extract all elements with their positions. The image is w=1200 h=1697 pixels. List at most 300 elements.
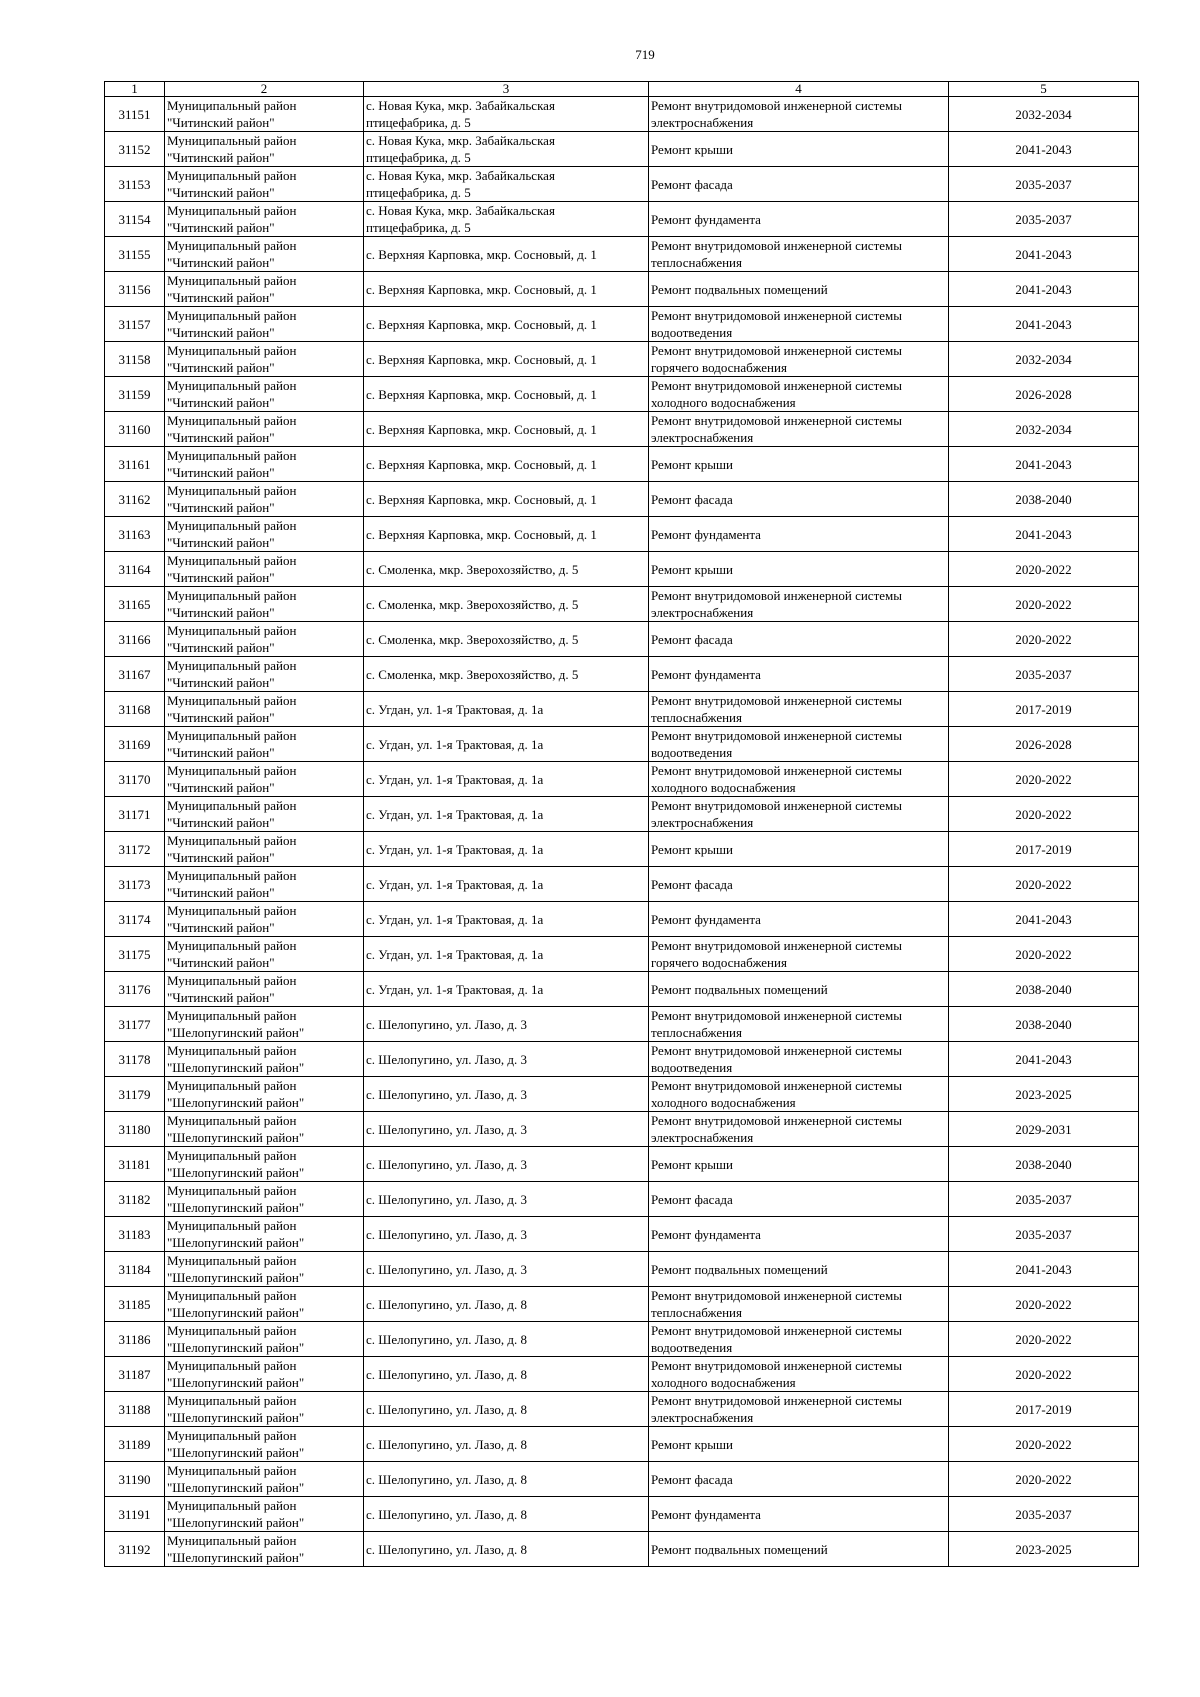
work-type-cell-line: Ремонт фундамента — [651, 1226, 761, 1242]
address-cell-line: с. Шелопугино, ул. Лазо, д. 3 — [366, 1051, 528, 1067]
work-type-cell-line: теплоснабжения — [651, 255, 742, 270]
work-type-cell-line: электроснабжения — [651, 815, 754, 830]
work-type-cell — [649, 237, 949, 272]
work-type-cell — [649, 727, 949, 762]
address-cell — [364, 307, 649, 342]
district-cell — [165, 1462, 364, 1497]
work-type-cell — [649, 1392, 949, 1427]
district-cell-line: Муниципальный район — [167, 378, 297, 393]
row-number-cell: 31191 — [105, 1497, 165, 1532]
row-number-cell: 31152 — [105, 132, 165, 167]
district-cell-line: "Шелопугинский район" — [167, 1095, 305, 1110]
work-type-cell — [649, 587, 949, 622]
work-type-cell-line: Ремонт внутридомовой инженерной системы — [651, 378, 902, 393]
district-cell-line: Муниципальный район — [167, 763, 297, 778]
row-number-cell: 31186 — [105, 1322, 165, 1357]
address-cell — [364, 447, 649, 482]
row-number-cell: 31187 — [105, 1357, 165, 1392]
address-cell — [364, 832, 649, 867]
address-cell-line: с. Шелопугино, ул. Лазо, д. 8 — [366, 1401, 528, 1417]
district-cell-line: Муниципальный район — [167, 938, 297, 953]
work-type-cell-line: Ремонт крыши — [651, 561, 733, 577]
period-cell: 2020-2022 — [949, 867, 1139, 902]
column-header: 5 — [949, 82, 1139, 97]
work-type-cell — [649, 412, 949, 447]
row-number-cell: 31156 — [105, 272, 165, 307]
period-cell: 2041-2043 — [949, 1252, 1139, 1287]
address-cell-line: с. Шелопугино, ул. Лазо, д. 8 — [366, 1366, 528, 1382]
district-cell-line: Муниципальный район — [167, 273, 297, 288]
period-cell: 2017-2019 — [949, 1392, 1139, 1427]
address-cell-line: с. Шелопугино, ул. Лазо, д. 3 — [366, 1016, 528, 1032]
district-cell — [165, 867, 364, 902]
work-type-cell-line: холодного водоснабжения — [651, 1375, 796, 1390]
work-type-cell — [649, 1462, 949, 1497]
district-cell-line: "Читинский район" — [167, 150, 275, 165]
work-type-cell-line: Ремонт крыши — [651, 1436, 733, 1452]
row-number-cell: 31164 — [105, 552, 165, 587]
district-cell-line: "Читинский район" — [167, 255, 275, 270]
table-row — [105, 1077, 1139, 1112]
work-type-cell-line: холодного водоснабжения — [651, 395, 796, 410]
address-cell-line: с. Угдан, ул. 1-я Трактовая, д. 1а — [366, 876, 544, 892]
work-type-cell — [649, 167, 949, 202]
address-cell-line: птицефабрика, д. 5 — [366, 115, 471, 130]
district-cell-line: Муниципальный район — [167, 1218, 297, 1233]
table-row — [105, 692, 1139, 727]
address-cell-line: с. Шелопугино, ул. Лазо, д. 8 — [366, 1436, 528, 1452]
district-cell-line: Муниципальный район — [167, 833, 297, 848]
district-cell-line: "Читинский район" — [167, 955, 275, 970]
address-cell — [364, 727, 649, 762]
district-cell-line: "Читинский район" — [167, 815, 275, 830]
work-type-cell — [649, 937, 949, 972]
address-cell-line: с. Смоленка, мкр. Зверохозяйство, д. 5 — [366, 631, 579, 647]
district-cell-line: Муниципальный район — [167, 588, 297, 603]
row-number-cell: 31183 — [105, 1217, 165, 1252]
row-number-cell: 31158 — [105, 342, 165, 377]
address-cell — [364, 1007, 649, 1042]
row-number-cell: 31169 — [105, 727, 165, 762]
district-cell — [165, 272, 364, 307]
period-cell: 2017-2019 — [949, 692, 1139, 727]
row-number-cell: 31151 — [105, 97, 165, 132]
repair-schedule-table — [104, 81, 1139, 1567]
address-cell-line: с. Угдан, ул. 1-я Трактовая, д. 1а — [366, 946, 544, 962]
address-cell — [364, 342, 649, 377]
work-type-cell — [649, 902, 949, 937]
address-cell — [364, 1427, 649, 1462]
work-type-cell-line: Ремонт внутридомовой инженерной системы — [651, 98, 902, 113]
table-row — [105, 97, 1139, 132]
address-cell-line: птицефабрика, д. 5 — [366, 150, 471, 165]
district-cell-line: Муниципальный район — [167, 518, 297, 533]
district-cell-line: Муниципальный район — [167, 1288, 297, 1303]
address-cell-line: с. Угдан, ул. 1-я Трактовая, д. 1а — [366, 981, 544, 997]
row-number-cell: 31185 — [105, 1287, 165, 1322]
district-cell-line: "Шелопугинский район" — [167, 1200, 305, 1215]
table-row — [105, 237, 1139, 272]
district-cell-line: Муниципальный район — [167, 1008, 297, 1023]
district-cell-line: "Читинский район" — [167, 290, 275, 305]
row-number-cell: 31177 — [105, 1007, 165, 1042]
work-type-cell-line: Ремонт внутридомовой инженерной системы — [651, 798, 902, 813]
address-cell-line: с. Шелопугино, ул. Лазо, д. 8 — [366, 1506, 528, 1522]
work-type-cell-line: водоотведения — [651, 325, 733, 340]
address-cell-line: птицефабрика, д. 5 — [366, 220, 471, 235]
work-type-cell-line: Ремонт внутридомовой инженерной системы — [651, 413, 902, 428]
address-cell-line: с. Верхняя Карповка, мкр. Сосновый, д. 1 — [366, 526, 597, 542]
table-row — [105, 307, 1139, 342]
work-type-cell — [649, 1077, 949, 1112]
work-type-cell — [649, 1287, 949, 1322]
address-cell — [364, 1392, 649, 1427]
address-cell-line: с. Шелопугино, ул. Лазо, д. 3 — [366, 1156, 528, 1172]
district-cell-line: "Читинский район" — [167, 570, 275, 585]
district-cell — [165, 797, 364, 832]
district-cell-line: Муниципальный район — [167, 1323, 297, 1338]
address-cell — [364, 797, 649, 832]
work-type-cell-line: Ремонт крыши — [651, 456, 733, 472]
work-type-cell — [649, 1007, 949, 1042]
table-row — [105, 272, 1139, 307]
district-cell-line: "Читинский район" — [167, 430, 275, 445]
work-type-cell-line: Ремонт внутридомовой инженерной системы — [651, 1113, 902, 1128]
row-number-cell: 31171 — [105, 797, 165, 832]
table-row — [105, 972, 1139, 1007]
table-row — [105, 587, 1139, 622]
district-cell-line: Муниципальный район — [167, 553, 297, 568]
district-cell-line: Муниципальный район — [167, 448, 297, 463]
row-number-cell: 31157 — [105, 307, 165, 342]
work-type-cell — [649, 342, 949, 377]
table-row — [105, 1287, 1139, 1322]
period-cell: 2035-2037 — [949, 657, 1139, 692]
district-cell — [165, 1532, 364, 1567]
address-cell — [364, 692, 649, 727]
work-type-cell — [649, 1532, 949, 1567]
table-row — [105, 1147, 1139, 1182]
district-cell-line: "Шелопугинский район" — [167, 1235, 305, 1250]
work-type-cell — [649, 97, 949, 132]
district-cell — [165, 1042, 364, 1077]
district-cell-line: Муниципальный район — [167, 868, 297, 883]
work-type-cell — [649, 797, 949, 832]
district-cell — [165, 1007, 364, 1042]
work-type-cell — [649, 972, 949, 1007]
district-cell — [165, 1322, 364, 1357]
work-type-cell-line: теплоснабжения — [651, 710, 742, 725]
table-row — [105, 1007, 1139, 1042]
work-type-cell-line: Ремонт подвальных помещений — [651, 1261, 828, 1277]
address-cell — [364, 412, 649, 447]
address-cell-line: с. Верхняя Карповка, мкр. Сосновый, д. 1 — [366, 281, 597, 297]
row-number-cell: 31180 — [105, 1112, 165, 1147]
address-cell-line: с. Шелопугино, ул. Лазо, д. 3 — [366, 1226, 528, 1242]
table-row — [105, 1042, 1139, 1077]
period-cell: 2041-2043 — [949, 517, 1139, 552]
district-cell-line: "Шелопугинский район" — [167, 1165, 305, 1180]
table-row — [105, 1497, 1139, 1532]
period-cell: 2026-2028 — [949, 377, 1139, 412]
district-cell-line: Муниципальный район — [167, 1428, 297, 1443]
period-cell: 2020-2022 — [949, 1287, 1139, 1322]
district-cell-line: Муниципальный район — [167, 203, 297, 218]
table-row — [105, 202, 1139, 237]
table-row — [105, 1322, 1139, 1357]
period-cell: 2023-2025 — [949, 1077, 1139, 1112]
work-type-cell-line: Ремонт внутридомовой инженерной системы — [651, 1288, 902, 1303]
work-type-cell-line: Ремонт фасада — [651, 1471, 733, 1487]
row-number-cell: 31154 — [105, 202, 165, 237]
work-type-cell-line: Ремонт фундамента — [651, 911, 761, 927]
work-type-cell — [649, 1042, 949, 1077]
table-row — [105, 762, 1139, 797]
address-cell-line: с. Угдан, ул. 1-я Трактовая, д. 1а — [366, 911, 544, 927]
period-cell: 2035-2037 — [949, 1217, 1139, 1252]
work-type-cell — [649, 762, 949, 797]
table-row — [105, 1112, 1139, 1147]
district-cell-line: Муниципальный район — [167, 413, 297, 428]
work-type-cell-line: электроснабжения — [651, 1130, 754, 1145]
address-cell-line: с. Новая Кука, мкр. Забайкальская — [366, 133, 555, 148]
work-type-cell — [649, 867, 949, 902]
address-cell-line: с. Угдан, ул. 1-я Трактовая, д. 1а — [366, 736, 544, 752]
district-cell — [165, 937, 364, 972]
address-cell — [364, 377, 649, 412]
row-number-cell: 31178 — [105, 1042, 165, 1077]
district-cell — [165, 482, 364, 517]
district-cell — [165, 447, 364, 482]
district-cell — [165, 657, 364, 692]
row-number-cell: 31175 — [105, 937, 165, 972]
work-type-cell-line: Ремонт фасада — [651, 176, 733, 192]
address-cell — [364, 132, 649, 167]
work-type-cell — [649, 307, 949, 342]
page-number: 719 — [635, 47, 655, 62]
period-cell: 2038-2040 — [949, 1147, 1139, 1182]
district-cell-line: "Читинский район" — [167, 360, 275, 375]
row-number-cell: 31162 — [105, 482, 165, 517]
address-cell — [364, 587, 649, 622]
work-type-cell-line: Ремонт фасада — [651, 491, 733, 507]
row-number-cell: 31163 — [105, 517, 165, 552]
district-cell — [165, 412, 364, 447]
address-cell-line: с. Верхняя Карповка, мкр. Сосновый, д. 1 — [366, 351, 597, 367]
district-cell-line: "Шелопугинский район" — [167, 1445, 305, 1460]
period-cell: 2020-2022 — [949, 1322, 1139, 1357]
work-type-cell-line: Ремонт внутридомовой инженерной системы — [651, 1393, 902, 1408]
district-cell-line: "Читинский район" — [167, 640, 275, 655]
address-cell — [364, 657, 649, 692]
district-cell — [165, 307, 364, 342]
address-cell-line: с. Угдан, ул. 1-я Трактовая, д. 1а — [366, 771, 544, 787]
work-type-cell-line: Ремонт фундамента — [651, 1506, 761, 1522]
work-type-cell-line: Ремонт внутридомовой инженерной системы — [651, 1008, 902, 1023]
work-type-cell — [649, 1217, 949, 1252]
work-type-cell-line: Ремонт фундамента — [651, 666, 761, 682]
district-cell — [165, 552, 364, 587]
address-cell — [364, 97, 649, 132]
row-number-cell: 31174 — [105, 902, 165, 937]
table-row — [105, 377, 1139, 412]
row-number-cell: 31167 — [105, 657, 165, 692]
district-cell — [165, 342, 364, 377]
work-type-cell-line: Ремонт внутридомовой инженерной системы — [651, 693, 902, 708]
address-cell — [364, 937, 649, 972]
work-type-cell-line: Ремонт внутридомовой инженерной системы — [651, 238, 902, 253]
work-type-cell — [649, 1322, 949, 1357]
work-type-cell — [649, 1182, 949, 1217]
period-cell: 2041-2043 — [949, 1042, 1139, 1077]
district-cell-line: "Шелопугинский район" — [167, 1270, 305, 1285]
district-cell-line: Муниципальный район — [167, 1533, 297, 1548]
district-cell — [165, 902, 364, 937]
table-row — [105, 902, 1139, 937]
table-row — [105, 517, 1139, 552]
address-cell — [364, 1357, 649, 1392]
column-header: 2 — [165, 82, 364, 97]
district-cell — [165, 692, 364, 727]
district-cell — [165, 517, 364, 552]
work-type-cell-line: электроснабжения — [651, 1410, 754, 1425]
table-row — [105, 1182, 1139, 1217]
address-cell-line: с. Шелопугино, ул. Лазо, д. 8 — [366, 1296, 528, 1312]
period-cell: 2035-2037 — [949, 202, 1139, 237]
work-type-cell — [649, 1497, 949, 1532]
district-cell-line: Муниципальный район — [167, 238, 297, 253]
district-cell — [165, 1287, 364, 1322]
work-type-cell-line: водоотведения — [651, 1340, 733, 1355]
work-type-cell-line: теплоснабжения — [651, 1025, 742, 1040]
work-type-cell-line: холодного водоснабжения — [651, 1095, 796, 1110]
district-cell-line: "Читинский район" — [167, 710, 275, 725]
work-type-cell-line: Ремонт внутридомовой инженерной системы — [651, 1078, 902, 1093]
address-cell — [364, 762, 649, 797]
period-cell: 2032-2034 — [949, 412, 1139, 447]
address-cell — [364, 1462, 649, 1497]
district-cell — [165, 972, 364, 1007]
period-cell: 2020-2022 — [949, 622, 1139, 657]
address-cell-line: с. Угдан, ул. 1-я Трактовая, д. 1а — [366, 841, 544, 857]
district-cell-line: Муниципальный район — [167, 798, 297, 813]
district-cell-line: "Читинский район" — [167, 850, 275, 865]
address-cell-line: с. Верхняя Карповка, мкр. Сосновый, д. 1 — [366, 386, 597, 402]
table-row — [105, 797, 1139, 832]
address-cell-line: с. Новая Кука, мкр. Забайкальская — [366, 98, 555, 113]
district-cell-line: "Шелопугинский район" — [167, 1130, 305, 1145]
work-type-cell — [649, 482, 949, 517]
work-type-cell-line: электроснабжения — [651, 430, 754, 445]
address-cell-line: с. Верхняя Карповка, мкр. Сосновый, д. 1 — [366, 421, 597, 437]
period-cell: 2032-2034 — [949, 97, 1139, 132]
district-cell-line: Муниципальный район — [167, 1183, 297, 1198]
address-cell — [364, 1112, 649, 1147]
work-type-cell-line: Ремонт фасада — [651, 631, 733, 647]
row-number-cell: 31159 — [105, 377, 165, 412]
row-number-cell: 31182 — [105, 1182, 165, 1217]
table-row — [105, 482, 1139, 517]
work-type-cell — [649, 832, 949, 867]
work-type-cell — [649, 132, 949, 167]
table-row — [105, 1357, 1139, 1392]
district-cell — [165, 1497, 364, 1532]
district-cell — [165, 167, 364, 202]
row-number-cell: 31176 — [105, 972, 165, 1007]
work-type-cell — [649, 517, 949, 552]
work-type-cell — [649, 657, 949, 692]
work-type-cell — [649, 1112, 949, 1147]
work-type-cell — [649, 622, 949, 657]
row-number-cell: 31168 — [105, 692, 165, 727]
district-cell — [165, 832, 364, 867]
period-cell: 2038-2040 — [949, 1007, 1139, 1042]
period-cell: 2032-2034 — [949, 342, 1139, 377]
address-cell — [364, 1287, 649, 1322]
work-type-cell-line: Ремонт внутридомовой инженерной системы — [651, 1323, 902, 1338]
period-cell: 2041-2043 — [949, 447, 1139, 482]
work-type-cell-line: Ремонт внутридомовой инженерной системы — [651, 1358, 902, 1373]
district-cell-line: Муниципальный район — [167, 693, 297, 708]
work-type-cell-line: Ремонт внутридомовой инженерной системы — [651, 588, 902, 603]
district-cell — [165, 1217, 364, 1252]
district-cell-line: Муниципальный район — [167, 483, 297, 498]
district-cell-line: "Читинский район" — [167, 605, 275, 620]
row-number-cell: 31192 — [105, 1532, 165, 1567]
table-row — [105, 622, 1139, 657]
address-cell-line: с. Шелопугино, ул. Лазо, д. 3 — [366, 1121, 528, 1137]
table-row — [105, 1217, 1139, 1252]
work-type-cell-line: Ремонт фасада — [651, 876, 733, 892]
row-number-cell: 31189 — [105, 1427, 165, 1462]
work-type-cell-line: Ремонт крыши — [651, 141, 733, 157]
address-cell — [364, 1182, 649, 1217]
work-type-cell-line: Ремонт фундамента — [651, 526, 761, 542]
row-number-cell: 31161 — [105, 447, 165, 482]
work-type-cell-line: Ремонт подвальных помещений — [651, 1541, 828, 1557]
district-cell — [165, 622, 364, 657]
table-row — [105, 832, 1139, 867]
period-cell: 2041-2043 — [949, 307, 1139, 342]
period-cell: 2020-2022 — [949, 1427, 1139, 1462]
district-cell — [165, 1147, 364, 1182]
district-cell-line: "Шелопугинский район" — [167, 1410, 305, 1425]
period-cell: 2020-2022 — [949, 587, 1139, 622]
address-cell — [364, 517, 649, 552]
work-type-cell — [649, 1427, 949, 1462]
row-number-cell: 31173 — [105, 867, 165, 902]
district-cell — [165, 1112, 364, 1147]
work-type-cell-line: электроснабжения — [651, 115, 754, 130]
table-row — [105, 447, 1139, 482]
work-type-cell-line: Ремонт внутридомовой инженерной системы — [651, 308, 902, 323]
address-cell-line: с. Верхняя Карповка, мкр. Сосновый, д. 1 — [366, 456, 597, 472]
table-row — [105, 1462, 1139, 1497]
district-cell — [165, 727, 364, 762]
work-type-cell-line: горячего водоснабжения — [651, 955, 787, 970]
work-type-cell-line: Ремонт внутридомовой инженерной системы — [651, 938, 902, 953]
district-cell-line: Муниципальный район — [167, 658, 297, 673]
row-number-cell: 31184 — [105, 1252, 165, 1287]
table-row — [105, 1427, 1139, 1462]
period-cell: 2020-2022 — [949, 937, 1139, 972]
work-type-cell-line: горячего водоснабжения — [651, 360, 787, 375]
work-type-cell-line: Ремонт подвальных помещений — [651, 281, 828, 297]
period-cell: 2041-2043 — [949, 902, 1139, 937]
district-cell — [165, 1392, 364, 1427]
district-cell-line: Муниципальный район — [167, 1463, 297, 1478]
district-cell-line: Муниципальный район — [167, 973, 297, 988]
